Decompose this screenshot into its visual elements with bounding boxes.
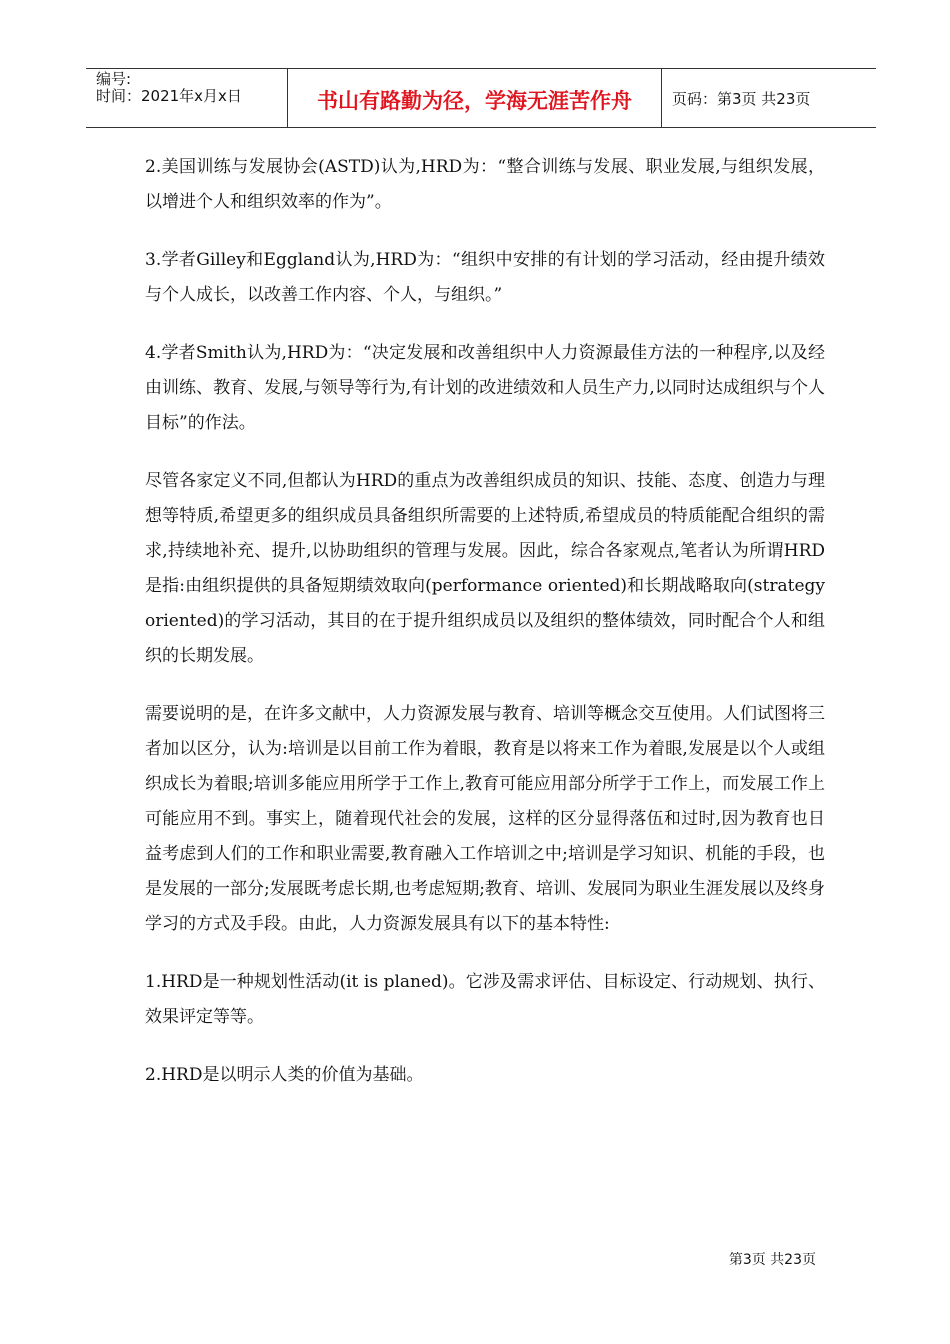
header-meta: [86, 69, 288, 127]
header-motto: 书山有路勤为径，学海无涯苦作舟: [288, 69, 662, 127]
paragraph: 3.学者Gilley和Eggland认为,HRD为：“组织中安排的有计划的学习活动，经由提升绩效与个人成长，以改善工作内容、个人，与组织。”: [145, 250, 825, 305]
document-body: [145, 150, 825, 1116]
paragraph: 2.HRD是以明示人类的价值为基础。: [145, 1065, 424, 1085]
header-page-info: 页码：第3页 共23页: [672, 89, 811, 108]
page-footer: 第3页 共23页: [728, 1252, 816, 1268]
paragraph: 4.学者Smith认为,HRD为：“决定发展和改善组织中人力资源最佳方法的一种程序,以及经由训练、教育、发展,与领导等行为,有计划的改进绩效和人员生产力,以同时达成组织与个人目标”的作法。: [145, 343, 825, 433]
paragraph: 需要说明的是，在许多文献中，人力资源发展与教育、培训等概念交互使用。人们试图将三者加以区分，认为:培训是以目前工作为着眼，教育是以将来工作为着眼,发展是以个人或组织成长为着眼;培训多能应用所学于工作上,教育可能应用部分所学于工作上，而发展工作上可能应用不到。事实上，随着现代社会的发展，这样的区分显得落伍和过时,因为教育也日益考虑到人们的工作和职业需要,教育融入工作培训之中;培训是学习知识、机能的手段，也是发展的一部分;发展既考虑长期,也考虑短期;教育、培训、发展同为职业生涯发展以及终身学习的方式及手段。由此，人力资源发展具有以下的基本特性:: [145, 704, 825, 934]
number-label: 编号:: [96, 70, 132, 88]
page-header: [86, 68, 876, 128]
date-label: 时间：2021年x月x日: [96, 87, 242, 105]
paragraph: 1.HRD是一种规划性活动(it is planed)。它涉及需求评估、目标设定、行动规划、执行、效果评定等等。: [145, 972, 825, 1027]
paragraph: 尽管各家定义不同,但都认为HRD的重点为改善组织成员的知识、技能、态度、创造力与理想等特质,希望更多的组织成员具备组织所需要的上述特质,希望成员的特质能配合组织的需求,持续地补充、提升,以协助组织的管理与发展。因此，综合各家观点,笔者认为所谓HRD是指:由组织提供的具备短期绩效取向(performance oriented)和长期战略取向(strategy oriented)的学习活动，其目的在于提升组织成员以及组织的整体绩效，同时配合个人和组织的长期发展。: [145, 471, 825, 666]
paragraph: 2.美国训练与发展协会(ASTD)认为,HRD为：“整合训练与发展、职业发展,与组织发展，以增进个人和组织效率的作为”。: [145, 157, 825, 212]
